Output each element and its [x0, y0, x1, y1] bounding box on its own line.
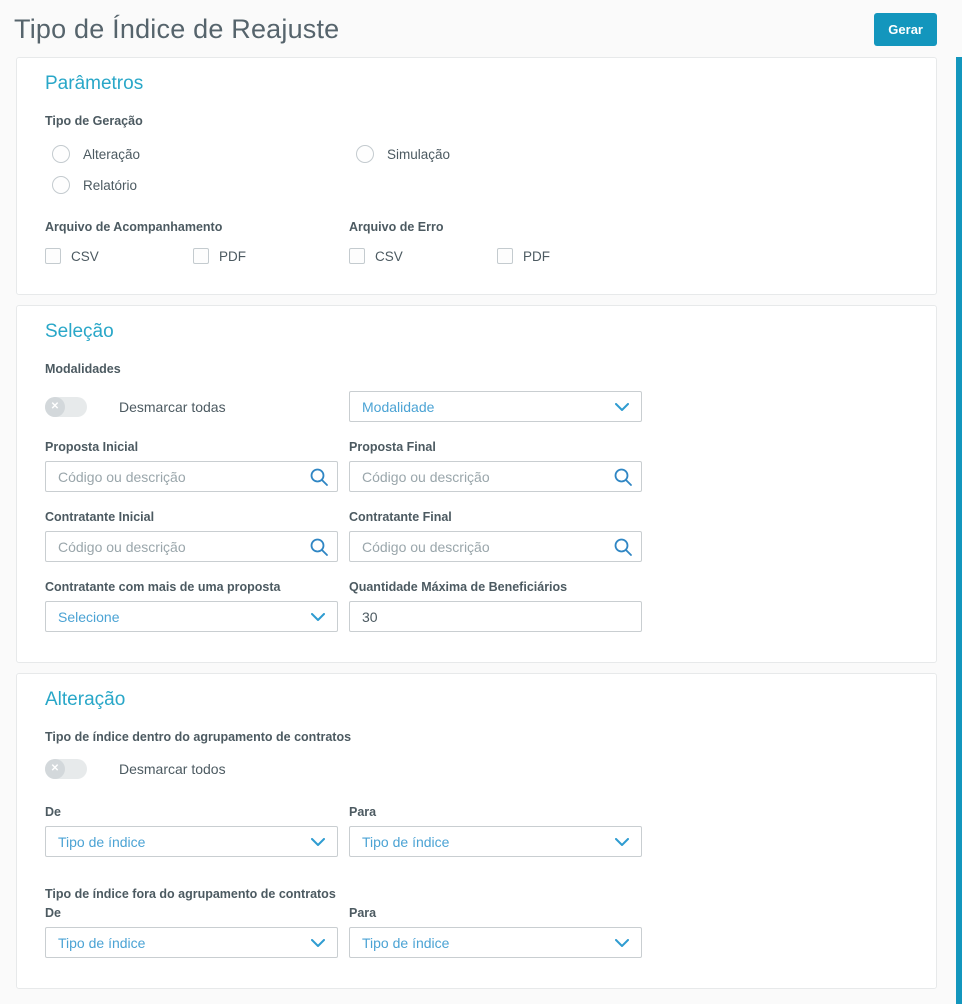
generate-button[interactable]: Gerar — [874, 13, 937, 46]
radio-icon — [52, 176, 70, 194]
checkbox-icon — [497, 248, 513, 264]
desmarcar-todas-toggle[interactable] — [45, 397, 87, 417]
contratante-inicial-lookup — [45, 531, 338, 562]
selecao-title: Seleção — [45, 321, 114, 342]
contratante-inicial-input[interactable] — [45, 531, 338, 562]
dentro-de-select[interactable] — [45, 826, 338, 857]
page-header — [16, 0, 937, 57]
de-label: De — [45, 906, 61, 920]
contratante-multi-label: Contratante com mais de uma proposta — [45, 580, 281, 594]
proposta-final-label: Proposta Final — [349, 440, 436, 454]
x-circle-icon: ✕ — [45, 759, 65, 779]
dentro-agrupamento-label: Tipo de índice dentro do agrupamento de contratos — [45, 730, 352, 744]
checkbox-acompanhamento-pdf[interactable] — [193, 248, 338, 264]
search-icon[interactable] — [613, 537, 633, 557]
checkbox-acompanhamento-csv[interactable] — [45, 248, 193, 264]
selecao-card — [16, 305, 937, 663]
dentro-de-para-selects — [45, 826, 908, 857]
search-icon[interactable] — [613, 467, 633, 487]
radio-alteracao[interactable] — [45, 145, 338, 163]
modalidade-select[interactable] — [349, 391, 642, 422]
radio-icon — [52, 145, 70, 163]
search-icon[interactable] — [309, 467, 329, 487]
x-circle-icon: ✕ — [45, 397, 65, 417]
chevron-down-icon — [311, 939, 325, 947]
contratante-inicial-label: Contratante Inicial — [45, 510, 155, 524]
select-value: Selecione — [58, 608, 120, 625]
fora-de-para-labels — [45, 906, 908, 921]
parametros-card — [16, 57, 937, 295]
max-beneficiarios-label: Quantidade Máxima de Beneficiários — [349, 580, 568, 594]
vertical-scrollbar[interactable] — [956, 57, 962, 1004]
para-label: Para — [349, 906, 377, 920]
radio-simulacao[interactable] — [349, 145, 642, 163]
modalidades-label: Modalidades — [45, 362, 121, 376]
fora-de-para-selects — [45, 927, 908, 958]
arquivo-acompanhamento-label: Arquivo de Acompanhamento — [45, 220, 223, 234]
max-beneficiarios-input[interactable] — [349, 601, 642, 632]
proposta-inicial-lookup — [45, 461, 338, 492]
file-group-checkboxes — [45, 248, 908, 264]
toggle-label: Desmarcar todos — [119, 761, 226, 777]
contratante-labels — [45, 510, 908, 525]
generation-radio-group — [45, 145, 908, 194]
checkbox-icon — [45, 248, 61, 264]
contratante-final-lookup — [349, 531, 642, 562]
chevron-down-icon — [311, 613, 325, 621]
desmarcar-todos-row — [45, 759, 908, 779]
contratante-inputs — [45, 531, 908, 562]
proposta-inputs — [45, 461, 908, 492]
acompanhamento-checkbox-group — [45, 248, 338, 264]
checkbox-erro-csv[interactable] — [349, 248, 497, 264]
alteracao-card — [16, 673, 937, 989]
chevron-down-icon — [615, 403, 629, 411]
proposta-final-input[interactable] — [349, 461, 642, 492]
alteracao-title: Alteração — [45, 689, 126, 710]
select-value: Modalidade — [362, 398, 435, 415]
file-group-labels — [45, 220, 908, 235]
select-value: Tipo de índice — [58, 833, 146, 850]
erro-checkbox-group — [349, 248, 642, 264]
radio-icon — [356, 145, 374, 163]
dentro-de-para-labels — [45, 805, 908, 820]
chevron-down-icon — [615, 838, 629, 846]
proposta-inicial-input[interactable] — [45, 461, 338, 492]
fora-para-select[interactable] — [349, 927, 642, 958]
proposta-labels — [45, 440, 908, 455]
proposta-final-lookup — [349, 461, 642, 492]
dentro-para-select[interactable] — [349, 826, 642, 857]
desmarcar-todas-row — [45, 397, 338, 417]
select-value: Tipo de índice — [362, 833, 450, 850]
checkbox-label: PDF — [523, 248, 550, 264]
modalidades-row — [45, 391, 908, 422]
radio-label: Alteração — [83, 146, 141, 162]
para-label: Para — [349, 805, 377, 819]
radio-relatorio[interactable] — [45, 176, 338, 194]
toggle-label: Desmarcar todas — [119, 398, 226, 415]
checkbox-erro-pdf[interactable] — [497, 248, 642, 264]
checkbox-icon — [193, 248, 209, 264]
chevron-down-icon — [311, 838, 325, 846]
desmarcar-todos-toggle[interactable] — [45, 759, 87, 779]
page-title: Tipo de Índice de Reajuste — [14, 14, 340, 44]
select-value: Tipo de índice — [362, 934, 450, 951]
chevron-down-icon — [615, 939, 629, 947]
fora-de-select[interactable] — [45, 927, 338, 958]
contratante-final-label: Contratante Final — [349, 510, 452, 524]
last-row-labels — [45, 580, 908, 595]
checkbox-label: PDF — [219, 248, 246, 264]
contratante-final-input[interactable] — [349, 531, 642, 562]
proposta-inicial-label: Proposta Inicial — [45, 440, 139, 454]
checkbox-icon — [349, 248, 365, 264]
generation-type-label: Tipo de Geração — [45, 114, 143, 128]
page-container — [16, 0, 937, 989]
checkbox-label: CSV — [375, 248, 403, 264]
contratante-multi-select[interactable] — [45, 601, 338, 632]
de-label: De — [45, 805, 61, 819]
fora-agrupamento-label: Tipo de índice fora do agrupamento de contratos — [45, 887, 336, 901]
arquivo-erro-label: Arquivo de Erro — [349, 220, 444, 234]
radio-label: Relatório — [83, 177, 138, 193]
select-value: Tipo de índice — [58, 934, 146, 951]
search-icon[interactable] — [309, 537, 329, 557]
checkbox-label: CSV — [71, 248, 99, 264]
radio-label: Simulação — [387, 146, 451, 162]
last-row-fields — [45, 601, 908, 632]
parametros-title: Parâmetros — [45, 73, 144, 94]
